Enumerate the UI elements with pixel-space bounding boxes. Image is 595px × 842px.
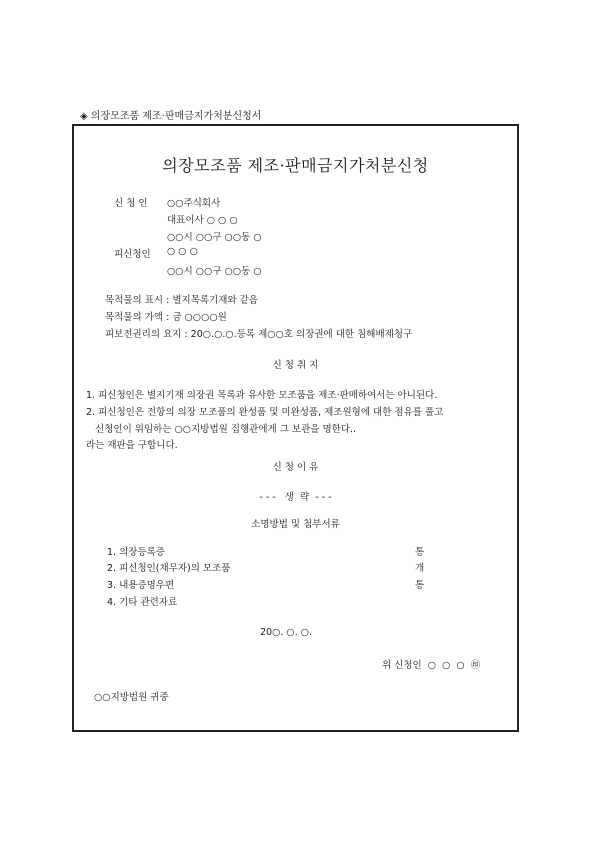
applicant-signature: 위 신청인 ○ ○ ○ ㊞ <box>382 660 481 671</box>
applicant-name: ○○주식회사 <box>167 198 221 209</box>
purpose-conclusion: 라는 재판을 구합니다. <box>86 440 178 451</box>
purpose-heading: 신 청 취 지 <box>272 360 319 371</box>
court-addressee: ○○지방법원 귀중 <box>94 692 169 703</box>
reason-body: - - - 생 략 - - - <box>259 492 332 503</box>
respondent-label: 피신청인 <box>114 249 151 260</box>
applicant-label: 신 청 인 <box>114 198 148 209</box>
purpose-item: 2. 피신청인은 전항의 의장 모조품의 완성품 및 미완성품, 제조원형에 대한 점유를 풀고 <box>86 407 444 418</box>
evidence-item: 2. 피신청인(채무자)의 모조품 <box>107 563 231 574</box>
evidence-item: 4. 기타 관련자료 <box>107 597 178 608</box>
evidence-item: 1. 의장등록증 <box>107 547 165 558</box>
object-value: 목적물의 가액 : 금 ○○○○원 <box>105 312 227 323</box>
evidence-unit: 통 <box>415 547 425 558</box>
object-display: 목적물의 표시 : 별지목록기재와 같음 <box>105 295 258 306</box>
purpose-item: 신청인이 위임하는 ○○지방법원 집행관에게 그 보관을 명한다.. <box>86 424 357 435</box>
purpose-item: 1. 피신청인은 별지기재 의장권 목록과 유사한 모조품을 제조·판매하여서는 아니된다. <box>86 390 438 401</box>
evidence-heading: 소명방법 및 첨부서류 <box>251 519 340 530</box>
respondent-address: ○○시 ○○구 ○○동 ○ <box>167 266 262 277</box>
evidence-unit: 통 <box>415 580 425 591</box>
reason-heading: 신 청 이 유 <box>272 462 319 473</box>
evidence-item: 3. 내용증명우편 <box>107 580 175 591</box>
protected-right: 피보전권리의 요지 : 20○.○.○.등록 제○○호 의장권에 대한 침해배제청구 <box>105 329 413 340</box>
application-date: 20○. ○. ○. <box>260 627 313 638</box>
document-title: 의장모조품 제조·판매금지가처분신청 <box>162 156 429 175</box>
evidence-unit: 개 <box>415 563 425 574</box>
respondent-name: ○ ○ ○ <box>167 246 198 257</box>
document-caption: ◈ 의장모조품 제조·판매금지가처분신청서 <box>80 111 262 122</box>
applicant-address: ○○시 ○○구 ○○동 ○ <box>167 232 262 243</box>
applicant-representative: 대표이사 ○ ○ ○ <box>167 215 238 226</box>
application-form <box>72 124 519 732</box>
